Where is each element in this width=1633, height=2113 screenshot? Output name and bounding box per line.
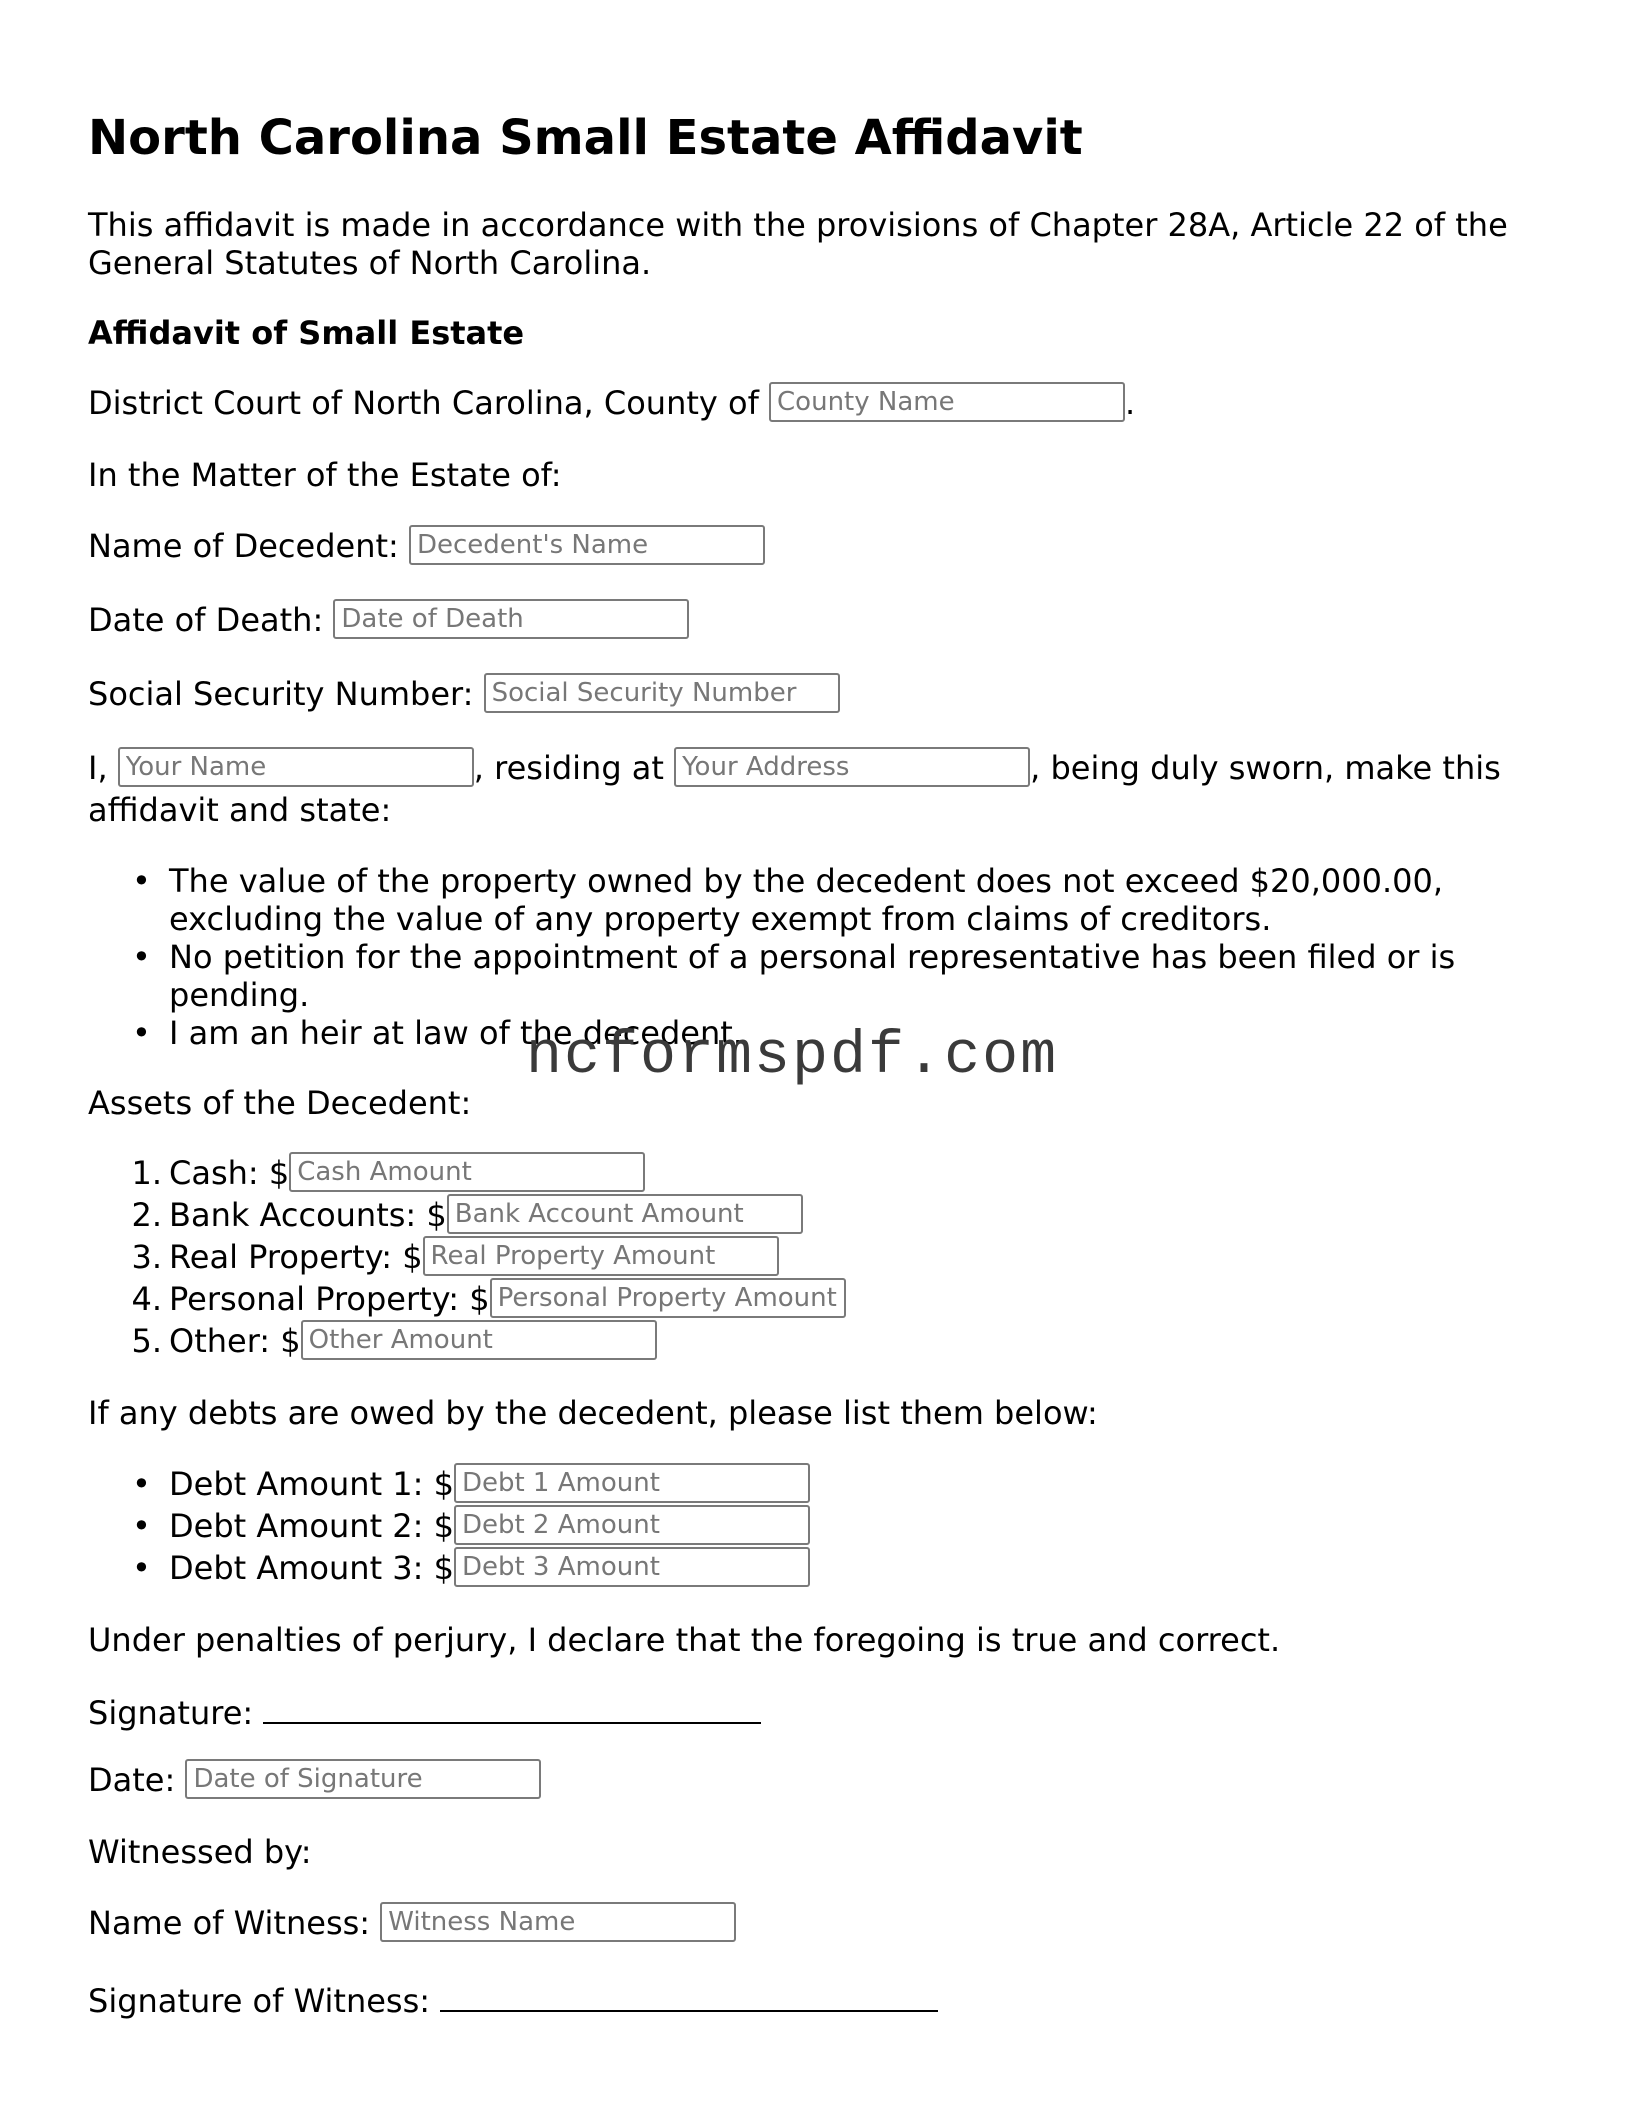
debt-1-amount-input[interactable]: [454, 1463, 810, 1503]
asset-item-bank-accounts: [169, 1196, 803, 1234]
assets-heading: Assets of the Decedent:: [88, 1084, 472, 1122]
court-line: [88, 384, 1135, 422]
affiant-middle: , residing at: [473, 749, 664, 787]
asset-number: 1.: [131, 1154, 162, 1192]
intro-paragraph: This affidavit is made in accordance with the provisions of Chapter 28A, Article 22 of the General Statutes of North Carolina.: [88, 206, 1508, 282]
date-of-death-row: [88, 601, 689, 639]
bullet-marker: •: [132, 938, 151, 976]
debt-label: Debt Amount 1: $: [169, 1465, 454, 1503]
matter-label: In the Matter of the Estate of:: [88, 456, 562, 494]
bullet-marker: •: [132, 1549, 151, 1587]
date-of-signature-input[interactable]: [185, 1759, 541, 1799]
other-amount-input[interactable]: [301, 1320, 657, 1360]
bullet-marker: •: [132, 862, 151, 900]
bullet-marker: •: [132, 1014, 151, 1052]
debt-3-amount-input[interactable]: [454, 1547, 810, 1587]
witness-name-row: [88, 1904, 736, 1942]
witnessed-by-label: Witnessed by:: [88, 1833, 312, 1871]
asset-item-cash: [169, 1154, 645, 1192]
debt-item: [169, 1465, 810, 1503]
affiant-suffix: , being duly sworn, make this: [1030, 749, 1501, 787]
bullet-marker: •: [132, 1465, 151, 1503]
decedent-name-row: [88, 527, 765, 565]
asset-label: Cash: $: [169, 1154, 290, 1192]
asset-number: 4.: [131, 1280, 162, 1318]
ssn-label: Social Security Number:: [88, 675, 474, 713]
witness-signature-label: Signature of Witness:: [88, 1982, 431, 2020]
date-of-death-input[interactable]: [333, 599, 689, 639]
ssn-row: [88, 675, 840, 713]
debt-label: Debt Amount 3: $: [169, 1549, 454, 1587]
signature-row: [88, 1690, 761, 1732]
watermark: ncformspdf.com: [526, 1023, 1059, 1091]
date-row: [88, 1761, 541, 1799]
witness-name-label: Name of Witness:: [88, 1904, 371, 1942]
affiant-prefix: I,: [88, 749, 108, 787]
real-property-amount-input[interactable]: [423, 1236, 779, 1276]
statement-item: The value of the property owned by the decedent does not exceed $20,000.00,: [169, 862, 1444, 900]
asset-label: Other: $: [169, 1322, 301, 1360]
asset-item-other: [169, 1322, 657, 1360]
statement-item-continued: pending.: [169, 976, 310, 1014]
decedent-name-label: Name of Decedent:: [88, 527, 399, 565]
asset-number: 2.: [131, 1196, 162, 1234]
witness-name-input[interactable]: [380, 1902, 736, 1942]
debt-2-amount-input[interactable]: [454, 1505, 810, 1545]
debt-label: Debt Amount 2: $: [169, 1507, 454, 1545]
debt-item: [169, 1507, 810, 1545]
signature-line[interactable]: [263, 1690, 761, 1724]
statement-item: I am an heir at law of the decedent.: [169, 1014, 743, 1052]
debts-heading: If any debts are owed by the decedent, please list them below:: [88, 1394, 1098, 1432]
debt-item: [169, 1549, 810, 1587]
affiant-name-input[interactable]: [118, 747, 474, 787]
witness-signature-line[interactable]: [440, 1978, 938, 2012]
asset-number: 3.: [131, 1238, 162, 1276]
county-input[interactable]: [769, 382, 1125, 422]
statement-item-continued: excluding the value of any property exempt from claims of creditors.: [169, 900, 1272, 938]
asset-item-real-property: [169, 1238, 779, 1276]
affiant-row: [88, 749, 1501, 787]
asset-number: 5.: [131, 1322, 162, 1360]
date-label: Date:: [88, 1761, 176, 1799]
decedent-name-input[interactable]: [409, 525, 765, 565]
cash-amount-input[interactable]: [289, 1152, 645, 1192]
personal-property-amount-input[interactable]: [490, 1278, 846, 1318]
declaration-text: Under penalties of perjury, I declare that the foregoing is true and correct.: [88, 1621, 1281, 1659]
affiant-continuation: affidavit and state:: [88, 791, 392, 829]
court-suffix: .: [1125, 384, 1136, 422]
section-heading: Affidavit of Small Estate: [88, 314, 525, 352]
court-label: District Court of North Carolina, County of: [88, 384, 759, 422]
date-of-death-label: Date of Death:: [88, 601, 324, 639]
witness-signature-row: [88, 1978, 938, 2020]
signature-label: Signature:: [88, 1694, 254, 1732]
ssn-input[interactable]: [484, 673, 840, 713]
asset-item-personal-property: [169, 1280, 846, 1318]
bullet-marker: •: [132, 1507, 151, 1545]
statement-item: No petition for the appointment of a personal representative has been filed or is: [169, 938, 1456, 976]
asset-label: Personal Property: $: [169, 1280, 490, 1318]
asset-label: Bank Accounts: $: [169, 1196, 447, 1234]
bank-account-amount-input[interactable]: [447, 1194, 803, 1234]
asset-label: Real Property: $: [169, 1238, 423, 1276]
page-title: North Carolina Small Estate Affidavit: [88, 110, 1083, 166]
affiant-address-input[interactable]: [674, 747, 1030, 787]
